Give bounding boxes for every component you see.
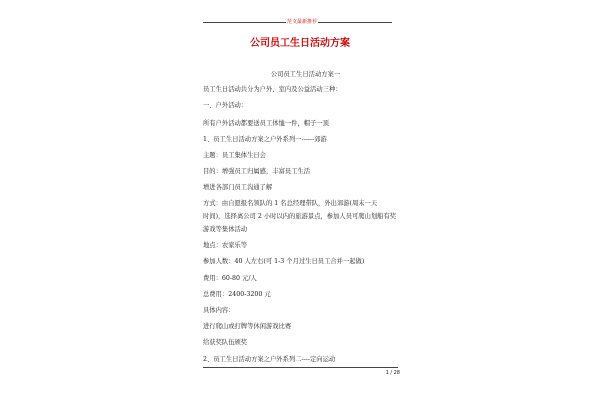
paragraph-line: 所有户外活动都要送员工体恤一件，帽子一顶 bbox=[203, 120, 329, 127]
paragraph-line: 2、员工生日活动方案之户外系列二----定向运动 bbox=[203, 356, 336, 363]
paragraph-line: 增进各部门员工沟通了解 bbox=[203, 184, 273, 191]
paragraph-line: 目的：增强员工归属感，丰富员工生活 bbox=[203, 168, 311, 175]
paragraph-line: 一、户外活动： bbox=[203, 102, 248, 109]
paragraph-line: 游戏等集体活动 bbox=[203, 226, 248, 233]
paragraph-line: 具体内容： bbox=[203, 307, 235, 314]
paragraph-line: 方式：由自愿报名领队的 1 名总经理带队，外出郊游(周末一天 bbox=[203, 200, 378, 207]
paragraph-line: 总费用：2400-3200 元 bbox=[203, 291, 271, 298]
section-heading: 公司员工生日活动方案一 bbox=[270, 71, 341, 78]
paragraph-line: 1、员工生日活动方案之户外系列一------郊游 bbox=[203, 136, 327, 143]
page-number: 1 / 28 bbox=[385, 370, 400, 376]
paragraph-line: 费用：60-80 元/人 bbox=[203, 275, 257, 282]
paragraph-line: 进行爬山或打牌等休闲游戏比赛 bbox=[203, 323, 292, 330]
paragraph-line: 时间)，选择离公司 2 小时以内的旅游景点，参加人员可爬山划船有奖 bbox=[203, 213, 397, 220]
footer-rule bbox=[203, 367, 398, 368]
header-label: 范文最新推荐 bbox=[286, 19, 317, 25]
document-title: 公司员工生日活动方案 bbox=[250, 38, 350, 49]
header-rule-right bbox=[318, 22, 392, 23]
paragraph-line: 参加人数：40 人左右(可 1-3 个月过生日员工合并一起做) bbox=[203, 258, 365, 265]
header-rule-left bbox=[203, 22, 286, 23]
paragraph-line: 员工生日活动共分为户外、室内及公益活动三种： bbox=[203, 86, 342, 93]
paragraph-line: 给获奖队伍颁奖 bbox=[203, 339, 248, 346]
paragraph-line: 主题：员工集体生日会 bbox=[203, 152, 266, 159]
paragraph-line: 地点：农家乐等 bbox=[203, 242, 248, 249]
